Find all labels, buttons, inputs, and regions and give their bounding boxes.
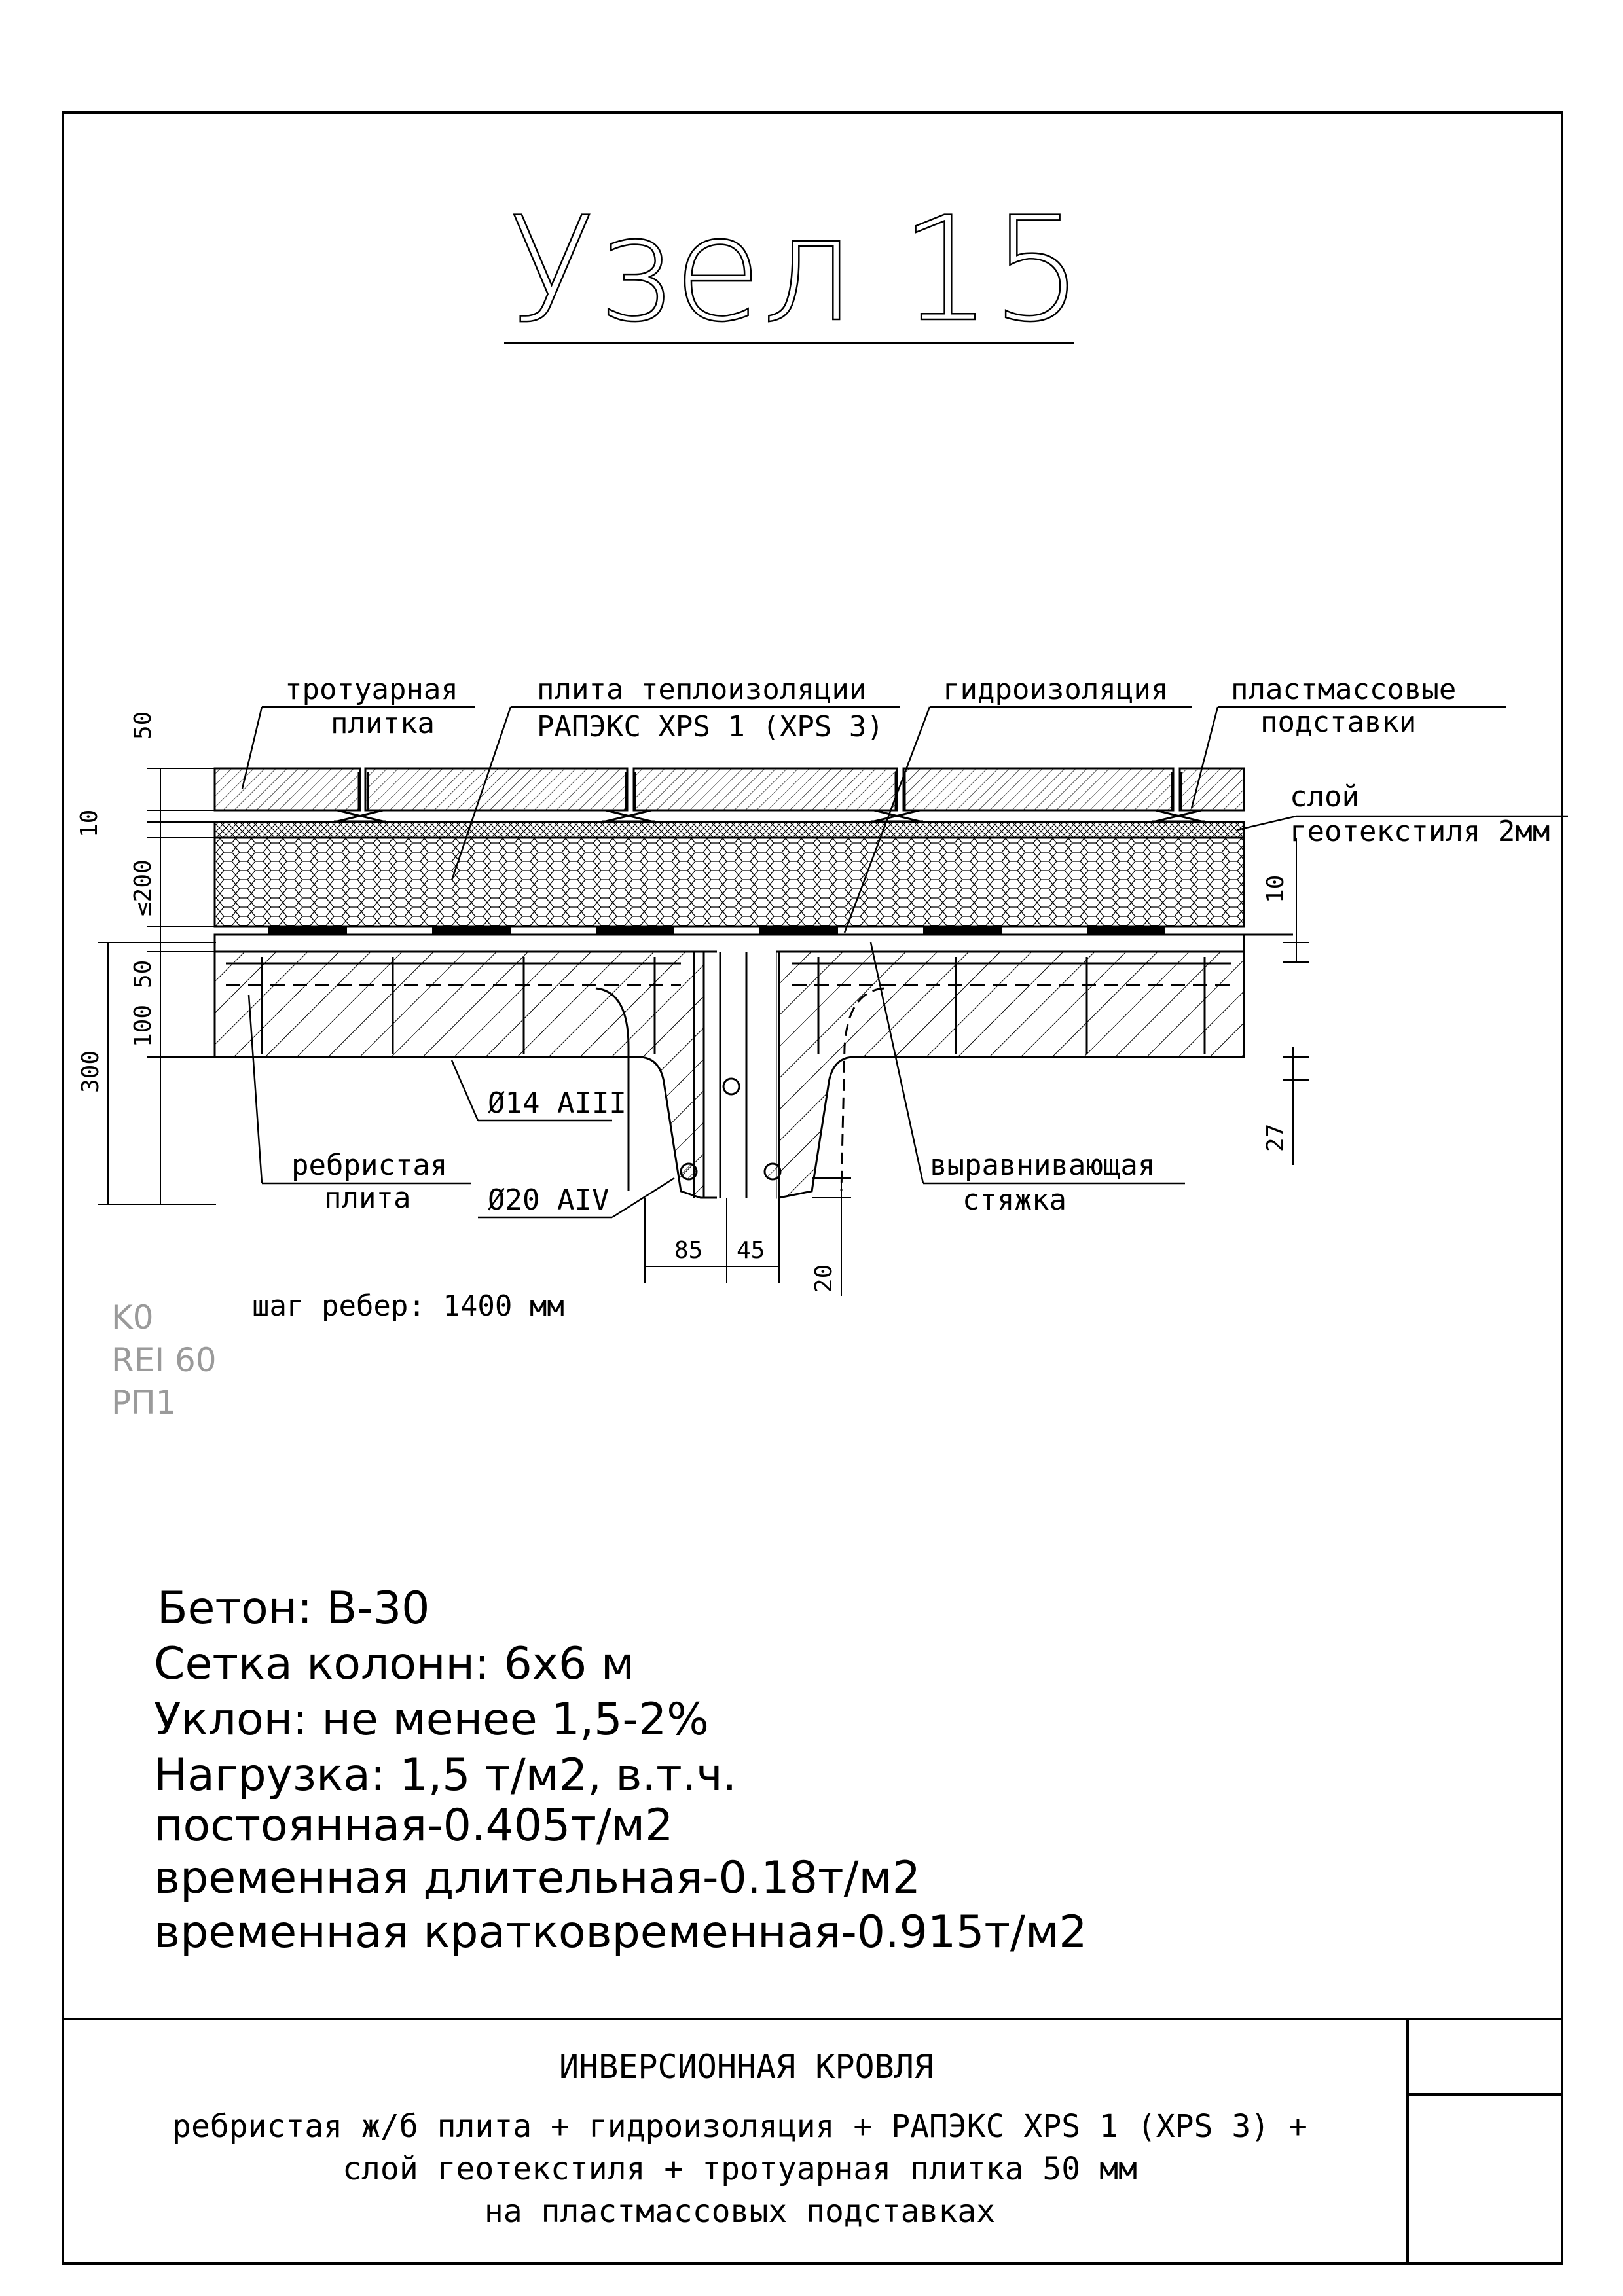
label-ribbed-slab: ребристая — [291, 1149, 448, 1182]
spec-line: временная кратковременная-0.915т/м2 — [154, 1907, 1087, 1958]
spec-line: Бетон: B-30 — [157, 1583, 430, 1634]
waterproofing-strips — [268, 927, 1165, 935]
rebar-circle — [681, 1164, 697, 1179]
label-rib-step: шаг ребер: 1400 мм — [252, 1289, 564, 1323]
label-supports: пластмассовые — [1231, 673, 1457, 706]
label-insulation: РАПЭКС XPS 1 (XPS 3) — [537, 710, 884, 744]
rebar-circle — [765, 1164, 780, 1179]
spec-line: Нагрузка: 1,5 т/м2, в.т.ч. — [154, 1749, 737, 1801]
dim-value: 85 — [674, 1237, 703, 1264]
title-block-title: ИНВЕРСИОННАЯ КРОВЛЯ — [559, 2048, 934, 2086]
label-paving-tile: плитка — [331, 707, 435, 740]
title-block-line: на пластмассовых подставках — [484, 2193, 996, 2230]
label-geotextile: геотекстиля 2мм — [1290, 815, 1550, 848]
dim-value: 45 — [737, 1237, 765, 1264]
dim-value: 27 — [1262, 1123, 1289, 1152]
label-supports: подставки — [1260, 706, 1417, 739]
spec-line: временная длительная-0.18т/м2 — [154, 1852, 921, 1904]
paving-tile — [1180, 768, 1244, 810]
title-block-line: слой геотекстиля + тротуарная плитка 50 мм — [342, 2151, 1137, 2187]
paving-tile — [365, 768, 627, 810]
label-rebar-14: Ø14 AIII — [488, 1086, 627, 1120]
dim-value: 50 — [130, 960, 156, 988]
page-title: Узел 15 — [507, 186, 1084, 353]
geotextile-layer — [215, 822, 1244, 838]
specifications — [154, 1583, 1087, 1958]
dim-value: 10 — [76, 809, 103, 838]
class-rei: REI 60 — [111, 1341, 217, 1379]
insulation-layer — [215, 838, 1244, 927]
dim-value: 50 — [130, 711, 156, 740]
label-paving-tile: тротуарная — [285, 673, 458, 706]
label-rebar-20: Ø20 AIV — [488, 1183, 610, 1217]
label-screed: стяжка — [962, 1183, 1067, 1217]
spec-line: Уклон: не менее 1,5-2% — [154, 1694, 709, 1746]
label-screed: выравнивающая — [930, 1149, 1156, 1182]
label-insulation: плита теплоизоляции — [537, 673, 867, 706]
dim-value: 10 — [1262, 874, 1289, 903]
label-waterproofing: гидроизоляция — [943, 673, 1169, 706]
spec-line: постоянная-0.405т/м2 — [154, 1800, 674, 1852]
spec-line: Сетка колонн: 6х6 м — [154, 1638, 635, 1690]
dim-value: ≤200 — [130, 859, 156, 916]
dim-value: 300 — [77, 1050, 104, 1093]
class-rp: РП1 — [111, 1384, 177, 1422]
dim-value: 20 — [811, 1264, 837, 1293]
paving-tile — [634, 768, 897, 810]
label-ribbed-slab: плита — [324, 1181, 411, 1215]
fire-classes — [111, 1299, 217, 1422]
label-geotextile: слой — [1290, 780, 1359, 814]
title-block-line: ребристая ж/б плита + гидроизоляция + РАПЭКС XPS 1 (XPS 3) + — [172, 2108, 1307, 2145]
rebar-circle — [723, 1079, 739, 1094]
paving-tile — [903, 768, 1173, 810]
paving-tile — [215, 768, 360, 810]
dim-value: 100 — [130, 1004, 156, 1047]
roof-section — [215, 768, 1293, 1204]
class-k0: K0 — [111, 1299, 154, 1336]
